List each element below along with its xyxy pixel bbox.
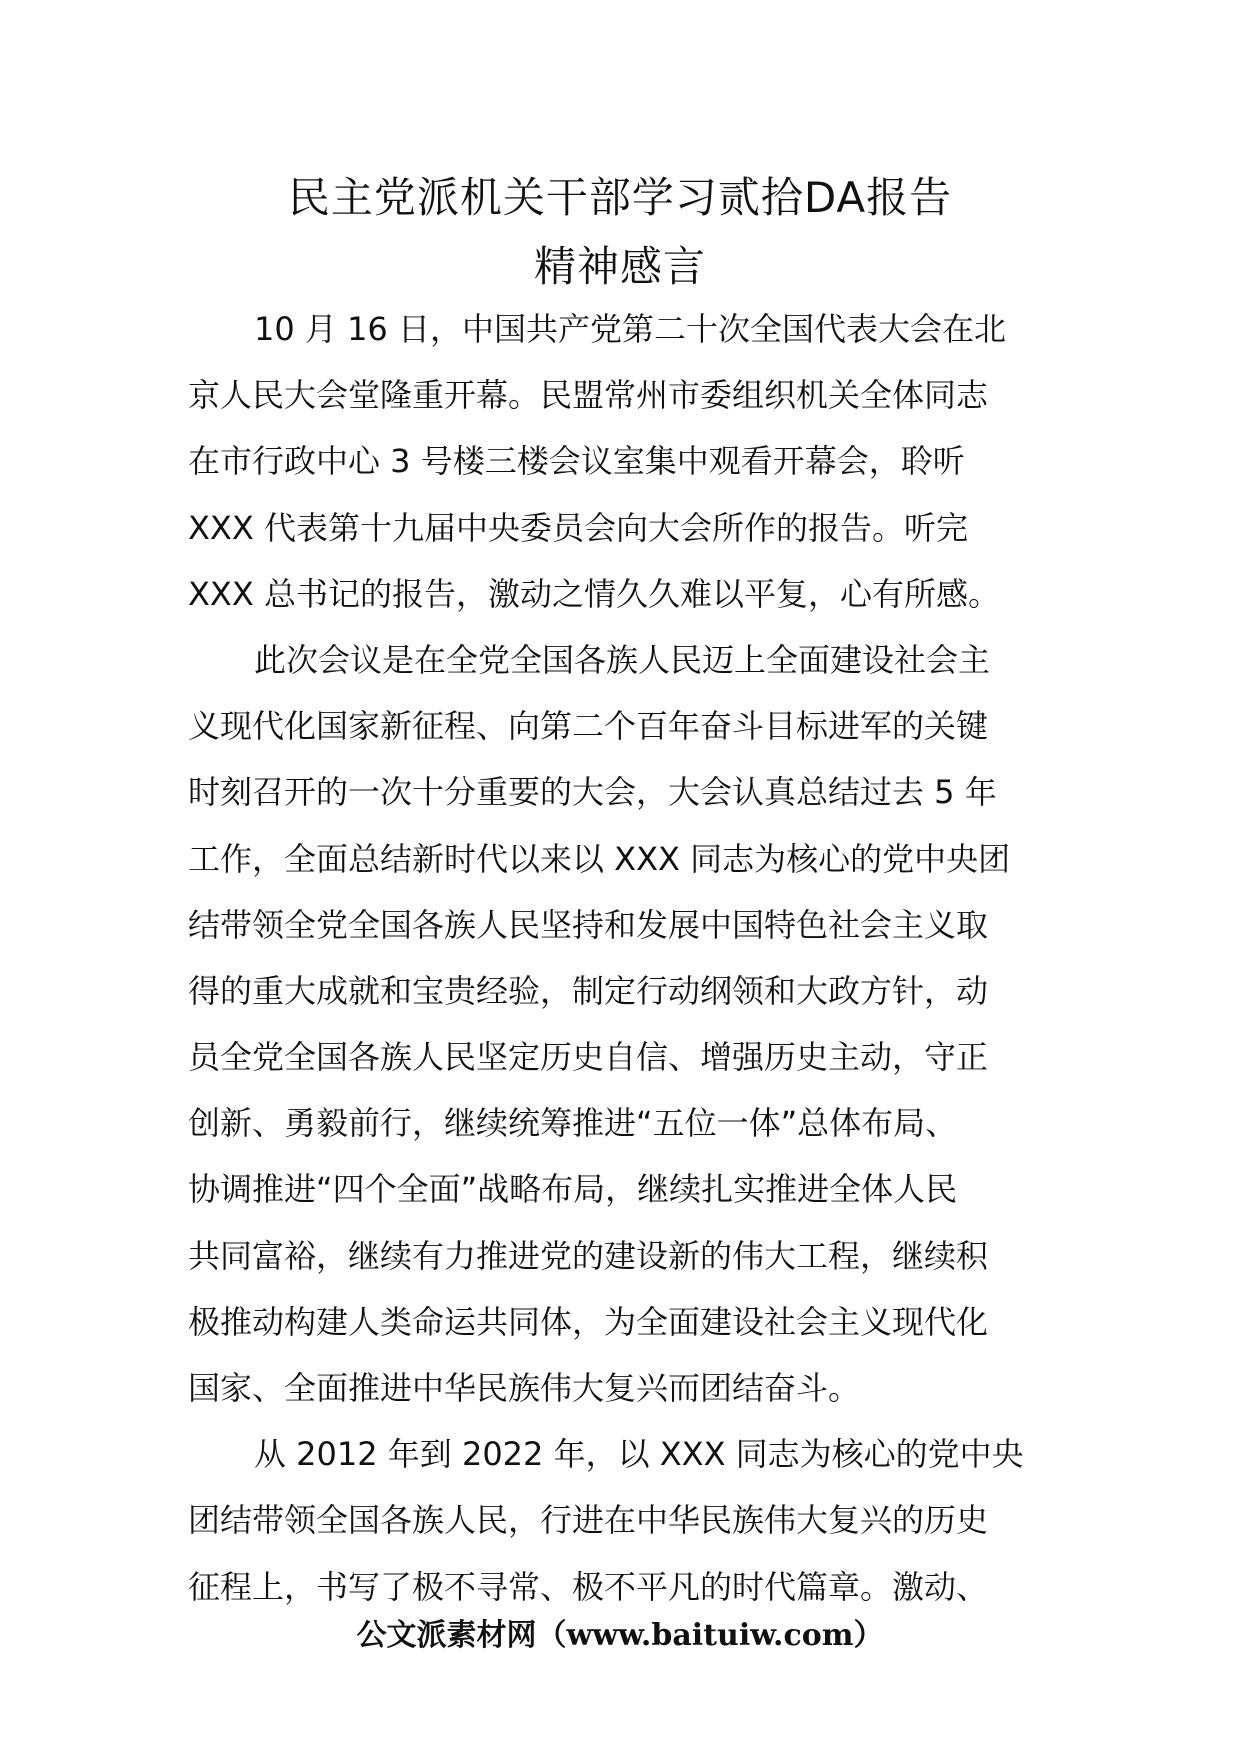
body-text-line: 员全党全国各族人民坚定历史自信、增强历史主动，守正 — [188, 1038, 989, 1077]
body-text-line: 共同富裕，继续有力推进党的建设新的伟大工程，继续积 — [188, 1236, 989, 1275]
body-text-line: 团结带领全国各族人民，行进在中华民族伟大复兴的历史 — [188, 1501, 989, 1540]
body-text-line: 义现代化国家新征程、向第二个百年奋斗目标进军的关键 — [188, 707, 989, 746]
body-text-line: XXX 代表第十九届中央委员会向大会所作的报告。听完 — [188, 508, 968, 547]
body-text-line: 工作，全面总结新时代以来以 XXX 同志为核心的党中央团 — [188, 839, 1011, 878]
body-text-line: 得的重大成就和宝贵经验，制定行动纲领和大政方针，动 — [188, 971, 989, 1010]
document-body — [188, 296, 1058, 1620]
body-text-line: 从 2012 年到 2022 年，以 XXX 同志为核心的党中央 — [254, 1435, 1024, 1474]
body-text-line: 此次会议是在全党全国各族人民迈上全面建设社会主 — [254, 640, 991, 679]
body-text-line: 国家、全面推进中华民族伟大复兴而团结奋斗。 — [188, 1369, 861, 1407]
page-footer-watermark: 公文派素材网（www.baituiw.com） — [356, 1618, 884, 1653]
body-text-line: 京人民大会堂隆重开幕。民盟常州市委组织机关全体同志 — [188, 376, 989, 415]
body-text-line: 10 月 16 日，中国共产党第二十次全国代表大会在北 — [254, 310, 1006, 348]
document-title-line-2: 精神感言 — [533, 242, 706, 291]
body-text-line: 时刻召开的一次十分重要的大会，大会认真总结过去 5 年 — [188, 773, 997, 812]
body-text-line: 结带领全党全国各族人民坚持和发展中国特色社会主义取 — [188, 905, 989, 944]
body-text-line: XXX 总书记的报告，激动之情久久难以平复，心有所感。 — [188, 574, 1000, 613]
body-text-line: 协调推进“四个全面”战略布局，继续扎实推进全体人民 — [188, 1170, 958, 1209]
body-text-line: 极推动构建人类命运共同体，为全面建设社会主义现代化 — [188, 1302, 989, 1341]
body-text-line: 在市行政中心 3 号楼三楼会议室集中观看开幕会，聆听 — [188, 442, 965, 481]
document-title-line-1: 民主党派机关干部学习贰拾DA报告 — [287, 173, 953, 222]
body-text-line: 征程上，书写了极不寻常、极不平凡的时代篇章。激动、 — [188, 1567, 989, 1606]
body-text-line: 创新、勇毅前行，继续统筹推进“五位一体”总体布局、 — [188, 1104, 958, 1143]
